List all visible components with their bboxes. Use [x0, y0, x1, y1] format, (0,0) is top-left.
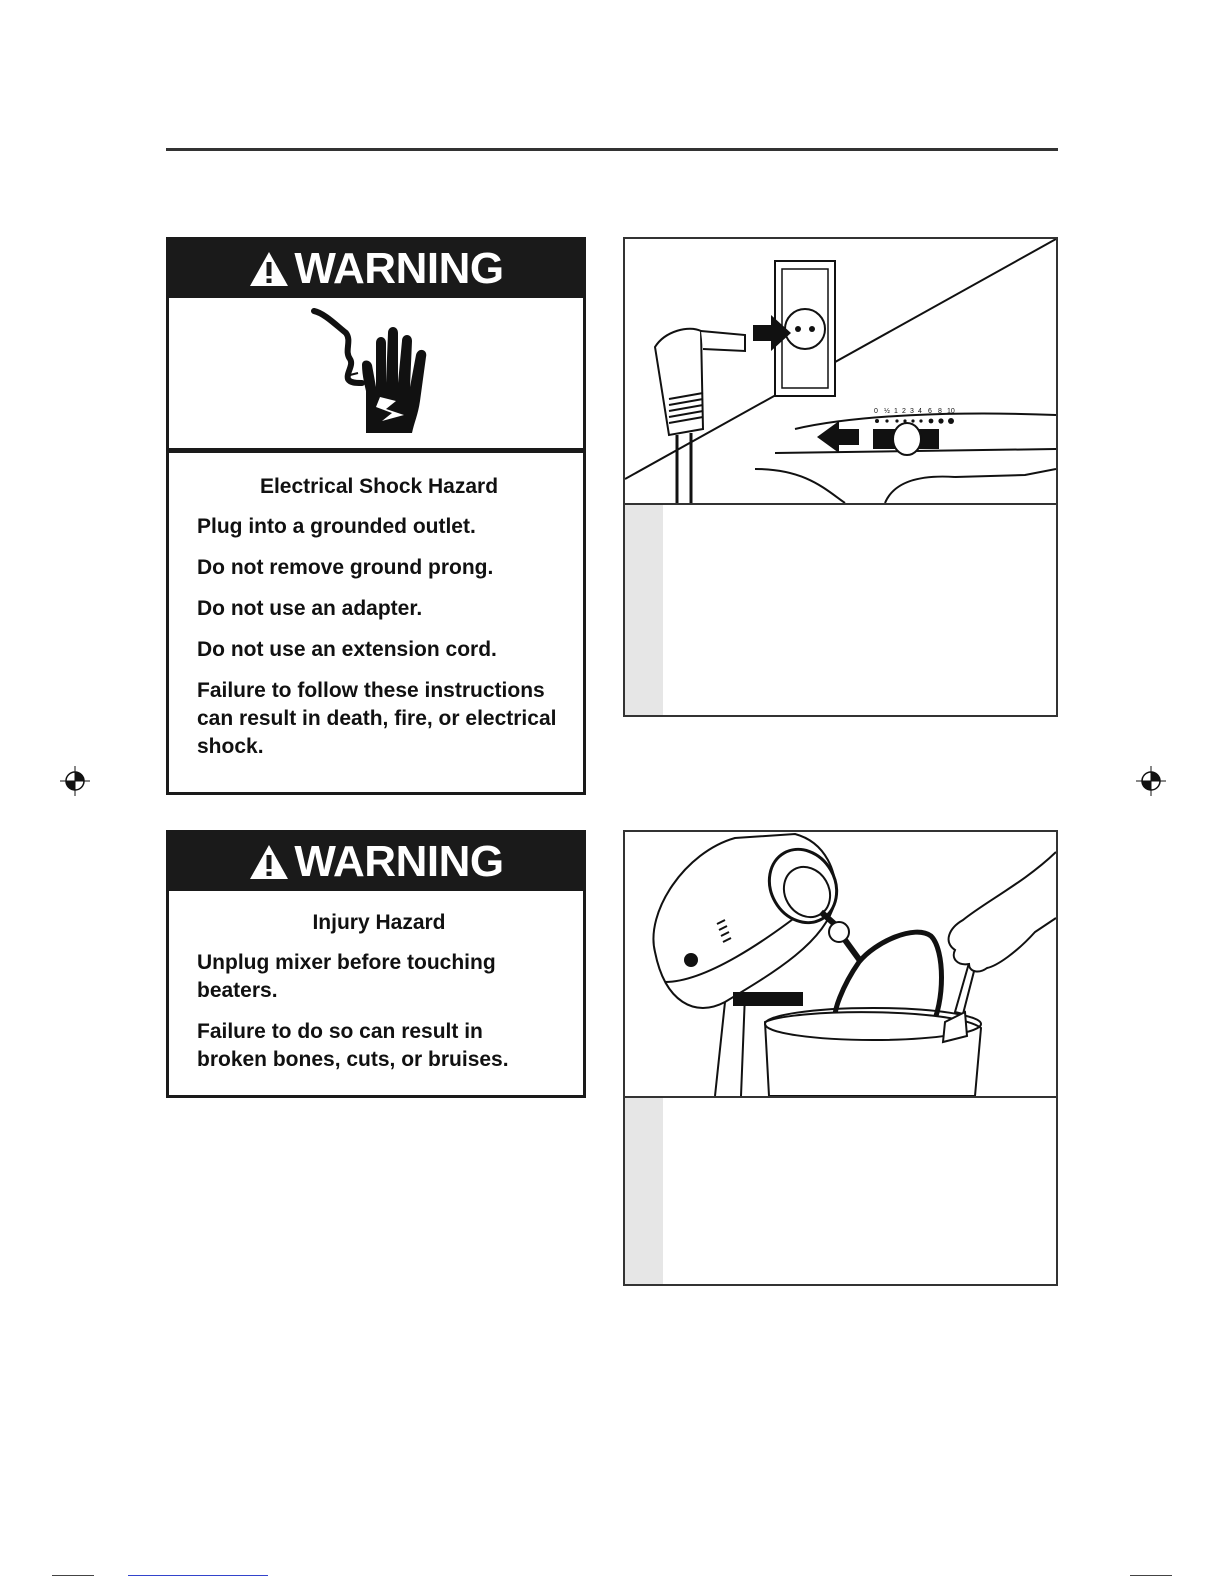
speed-label: 0 — [874, 408, 878, 415]
electric-shock-hand-icon — [296, 303, 456, 443]
warning-line: Do not use an adapter. — [197, 597, 423, 620]
figure-illustration — [625, 239, 1056, 505]
warning-body — [169, 453, 583, 782]
warning-injury — [166, 830, 586, 1098]
warning-heading: WARNING — [294, 837, 504, 886]
hazard-title: Electrical Shock Hazard — [259, 475, 499, 498]
warning-line: Do not use an extension cord. — [197, 638, 497, 661]
figure-step-strip — [625, 505, 663, 717]
figure-step-strip — [625, 1098, 663, 1286]
speed-label: 4 — [918, 408, 922, 415]
mixer-and-beater-illustration — [625, 832, 1056, 1096]
warning-triangle-icon — [248, 250, 290, 288]
speed-label: 3 — [910, 408, 914, 415]
warning-body — [169, 891, 583, 1095]
warning-line: Plug into a grounded outlet. — [197, 515, 476, 538]
figure-plug-in — [623, 237, 1058, 717]
warning-line: Unplug mixer before touching beaters. — [197, 951, 496, 1002]
trim-mark — [1130, 1575, 1172, 1576]
warning-header — [169, 833, 583, 891]
speed-label: 2 — [902, 408, 906, 415]
warning-line: Failure to follow these instructions can result in death, fire, or electrical shock. — [197, 679, 557, 758]
speed-label: 1 — [894, 408, 898, 415]
figure-illustration — [625, 832, 1056, 1098]
trim-mark — [52, 1575, 94, 1576]
hazard-title: Injury Hazard — [312, 911, 446, 934]
figure-beater-removal — [623, 830, 1058, 1286]
warning-header — [169, 240, 583, 298]
plug-and-speed-control-illustration — [625, 239, 1056, 503]
warning-line: Failure to do so can result in broken bones, cuts, or bruises. — [197, 1020, 509, 1071]
warning-electrical-shock — [166, 237, 586, 795]
speed-label: 10 — [947, 408, 955, 415]
shock-pictogram — [169, 298, 583, 453]
registration-mark-icon — [1136, 766, 1166, 796]
warning-heading: WARNING — [294, 244, 504, 293]
figure-caption-area — [625, 505, 1056, 717]
speed-label: ½ — [884, 408, 890, 415]
figure-caption-area — [625, 1098, 1056, 1286]
speed-label: 8 — [938, 408, 942, 415]
header-rule — [166, 148, 1058, 151]
speed-label: 6 — [928, 408, 932, 415]
trim-mark — [128, 1575, 268, 1576]
warning-triangle-icon — [248, 843, 290, 881]
registration-mark-icon — [60, 766, 90, 796]
warning-line: Do not remove ground prong. — [197, 556, 494, 579]
